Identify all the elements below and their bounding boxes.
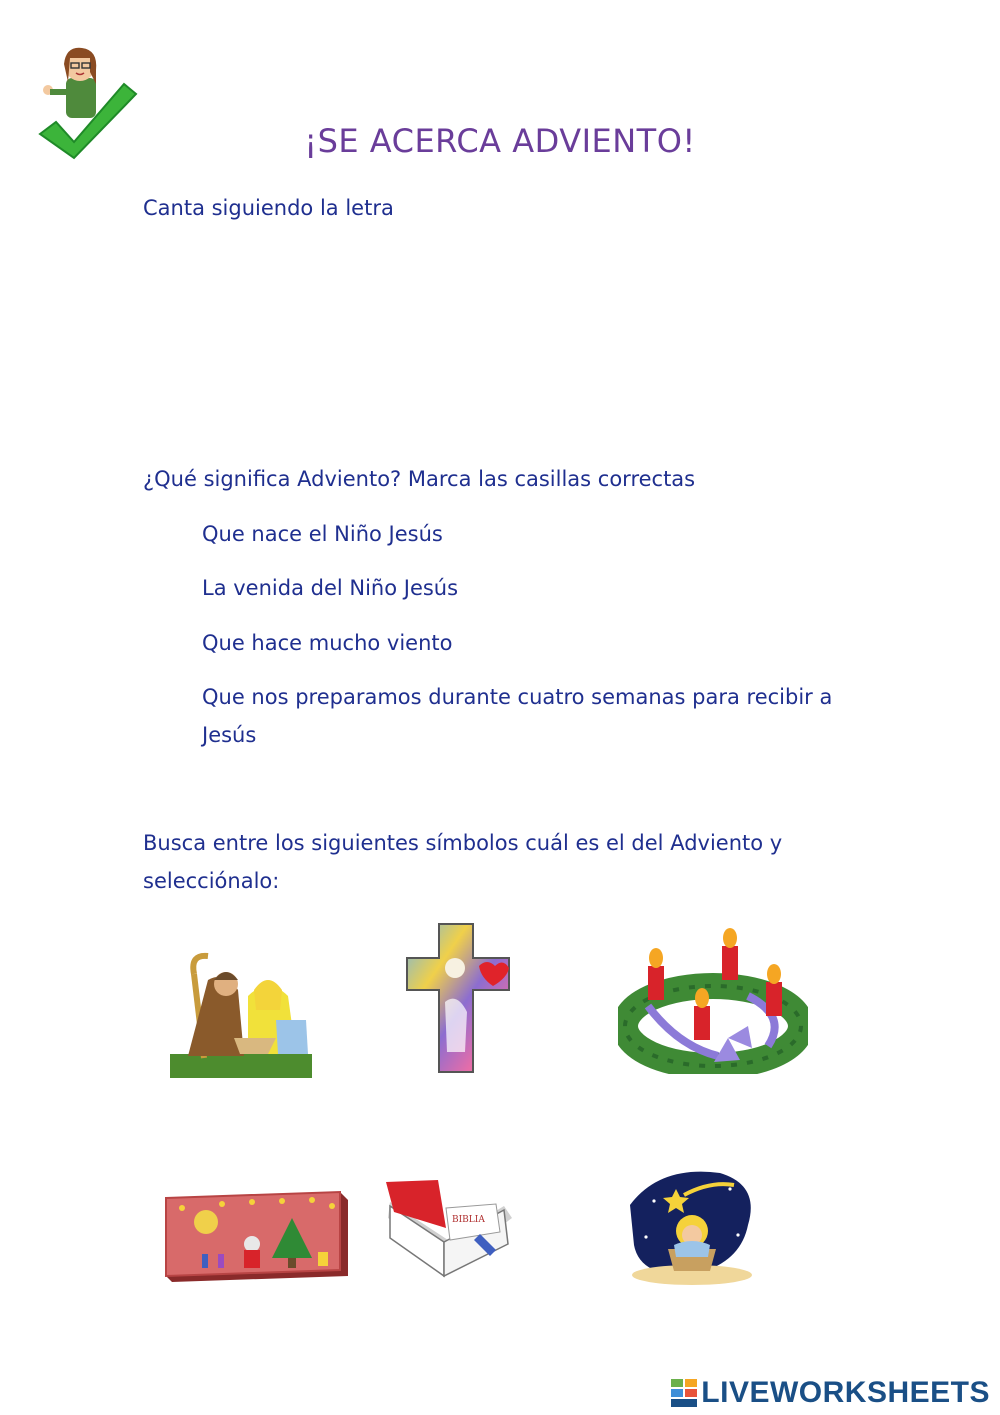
baby-jesus-image[interactable] — [620, 1165, 760, 1285]
nativity-image[interactable] — [168, 950, 314, 1080]
liveworksheets-logo-icon — [671, 1379, 697, 1407]
option-1[interactable]: Que nace el Niño Jesús — [202, 522, 443, 546]
advent-calendar-image[interactable] — [162, 1188, 352, 1284]
sing-instruction: Canta siguiendo la letra — [143, 196, 394, 220]
option-4[interactable]: Que nos preparamos durante cuatro semanas para recibir a Jesús — [202, 685, 833, 747]
liveworksheets-logo — [671, 1376, 990, 1410]
symbols-instruction: Busca entre los siguientes símbolos cuál es el del Adviento y selecciónalo: — [143, 831, 783, 893]
option-3[interactable]: Que hace mucho viento — [202, 631, 453, 655]
question-heading: ¿Qué significa Adviento? Marca las casillas correctas — [143, 467, 696, 491]
brand-name: LIVEWORKSHEETS — [701, 1376, 990, 1409]
cross-image[interactable] — [405, 922, 513, 1074]
bible-image[interactable] — [384, 1178, 516, 1284]
advent-wreath-image[interactable] — [618, 926, 808, 1074]
option-2[interactable]: La venida del Niño Jesús — [202, 576, 459, 600]
svg-text:BIBLIA: BIBLIA — [452, 1215, 485, 1225]
page-title: ¡SE ACERCA ADVIENTO! — [304, 122, 696, 160]
